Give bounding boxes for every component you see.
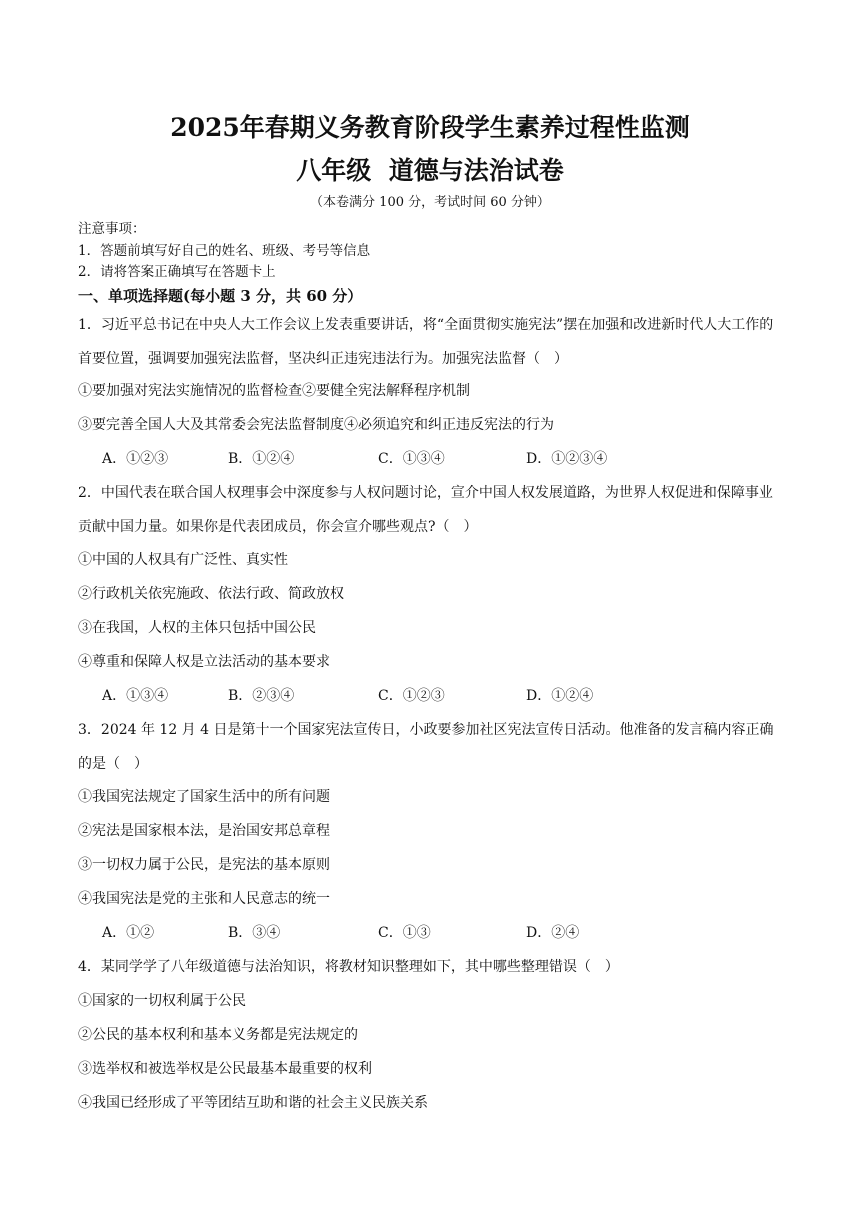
- exam-title: 2025年春期义务教育阶段学生素养过程性监测: [170, 113, 690, 142]
- statement: ①中国的人权具有广泛性、真实性: [78, 552, 288, 568]
- statement: ①国家的一切权利属于公民: [78, 993, 246, 1009]
- statement: ②宪法是国家根本法，是治国安邦总章程: [78, 823, 330, 839]
- statement: ④我国宪法是党的主张和人民意志的统一: [78, 891, 330, 907]
- question-stem: 1．习近平总书记在中央人大工作会议上发表重要讲话，将“全面贯彻实施宪法”摆在加强和改进新时代人大工作的首要位置，强调要加强宪法监督，坚决纠正违宪违法行为。加强宪法监督（ ）: [78, 317, 774, 367]
- statement: ②行政机关依宪施政、依法行政、简政放权: [78, 586, 344, 602]
- statement: ④我国已经形成了平等团结互助和谐的社会主义民族关系: [78, 1095, 428, 1111]
- option-b[interactable]: B．②③④: [228, 688, 295, 704]
- option-c[interactable]: C．①②③: [378, 688, 445, 704]
- options-row: [102, 687, 762, 707]
- option-d[interactable]: D．②④: [526, 925, 580, 941]
- exam-subject-title: 八年级 道德与法治试卷: [296, 156, 564, 185]
- statement: ①我国宪法规定了国家生活中的所有问题: [78, 789, 330, 805]
- option-b[interactable]: B．③④: [228, 925, 281, 941]
- section-title: 一、单项选择题(每小题 3 分，共 60 分）: [78, 287, 363, 305]
- option-c[interactable]: C．①③: [378, 925, 431, 941]
- question-stem: 2．中国代表在联合国人权理事会中深度参与人权问题讨论，宣介中国人权发展道路，为世界人权促进和保障事业贡献中国力量。如果你是代表团成员，你会宣介哪些观点?（ ）: [78, 485, 773, 535]
- statement: ④尊重和保障人权是立法活动的基本要求: [78, 654, 330, 670]
- statement: ③在我国，人权的主体只包括中国公民: [78, 620, 316, 636]
- option-c[interactable]: C．①③④: [378, 451, 445, 467]
- notice-item: 1．答题前填写好自己的姓名、班级、考号等信息: [78, 243, 371, 259]
- option-d[interactable]: D．①②③④: [526, 451, 608, 467]
- notice-item: 2．请将答案正确填写在答题卡上: [78, 264, 276, 280]
- option-a[interactable]: A．①③④: [102, 688, 169, 704]
- option-d[interactable]: D．①②④: [526, 688, 594, 704]
- notice-heading: 注意事项：: [78, 221, 146, 237]
- options-row: [102, 924, 762, 944]
- statement: ①要加强对宪法实施情况的监督检查②要健全宪法解释程序机制: [78, 383, 470, 399]
- question-stem: 4．某同学学了八年级道德与法治知识，将教材知识整理如下，其中哪些整理错误（ ）: [78, 959, 619, 975]
- statement: ③一切权力属于公民，是宪法的基本原则: [78, 857, 330, 873]
- option-a[interactable]: A．①②③: [102, 451, 169, 467]
- exam-info: （本卷满分 100 分，考试时间 60 分钟）: [310, 195, 550, 210]
- question-stem: 3．2024 年 12 月 4 日是第十一个国家宪法宣传日，小政要参加社区宪法宣传日活动。他准备的发言稿内容正确的是（ ）: [78, 722, 774, 772]
- statement: ③要完善全国人大及其常委会宪法监督制度④必须追究和纠正违反宪法的行为: [78, 417, 554, 433]
- option-b[interactable]: B．①②④: [228, 451, 295, 467]
- options-row: [102, 450, 762, 470]
- statement: ②公民的基本权利和基本义务都是宪法规定的: [78, 1027, 358, 1043]
- statement: ③选举权和被选举权是公民最基本最重要的权利: [78, 1061, 372, 1077]
- option-a[interactable]: A．①②: [102, 925, 155, 941]
